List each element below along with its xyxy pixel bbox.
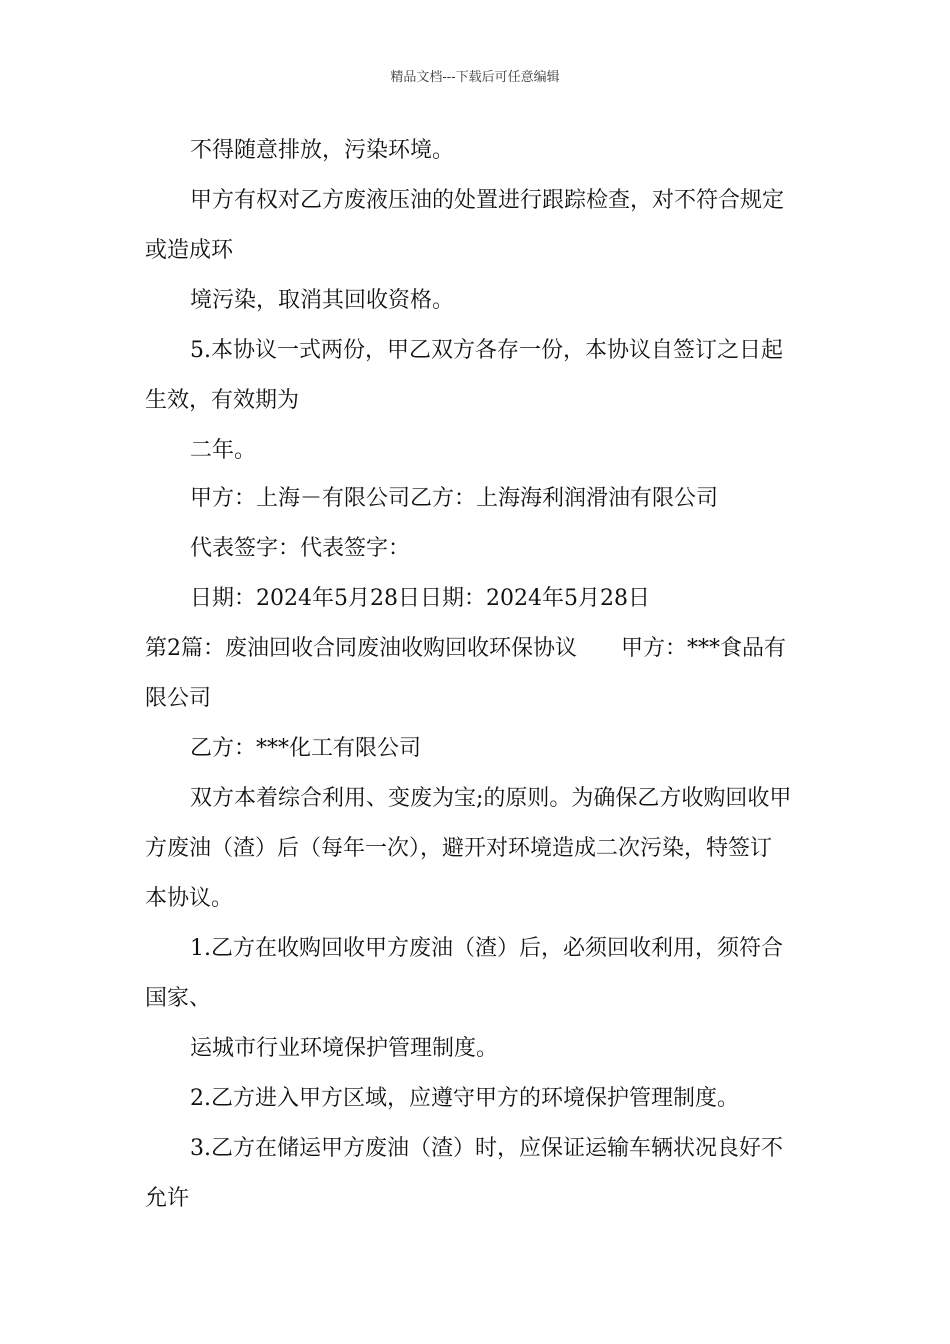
text-line: 3.乙方在储运甲方废油（渣）时，应保证运输车辆状况良好不	[190, 1136, 783, 1161]
text-line: 1.乙方在收购回收甲方废油（渣）后，必须回收利用，须符合	[190, 936, 783, 961]
text-line: 允许	[145, 1186, 190, 1211]
text-line: 乙方：***化工有限公司	[190, 736, 422, 761]
text-line: 二年。	[190, 438, 257, 463]
text-line: 代表签字：代表签字：	[190, 536, 411, 561]
section-heading-line: 第2篇：废油回收合同废油收购回收环保协议 甲方：***食品有	[145, 636, 786, 661]
text-line: 生效，有效期为	[145, 388, 300, 413]
text-line: 5.本协议一式两份，甲乙双方各存一份，本协议自签订之日起	[190, 338, 783, 363]
text-line: 本协议。	[145, 886, 234, 911]
text-line: 不得随意排放，污染环境。	[190, 138, 455, 163]
text-line: 国家、	[145, 986, 212, 1011]
text-line: 甲方：上海－有限公司乙方：上海海利润滑油有限公司	[190, 486, 719, 511]
text-line: 限公司	[145, 686, 212, 711]
text-line: 2.乙方进入甲方区域，应遵守甲方的环境保护管理制度。	[190, 1086, 739, 1111]
text-line: 境污染，取消其回收资格。	[190, 288, 455, 313]
text-line: 双方本着综合利用、变废为宝;的原则。为确保乙方收购回收甲	[190, 786, 792, 811]
text-line: 运城市行业环境保护管理制度。	[190, 1036, 499, 1061]
text-line: 或造成环	[145, 238, 234, 263]
text-line: 方废油（渣）后（每年一次），避开对环境造成二次污染，特签订	[145, 836, 773, 861]
text-line: 甲方有权对乙方废液压油的处置进行跟踪检查，对不符合规定	[190, 188, 785, 213]
text-line: 日期：2024年5月28日日期：2024年5月28日	[190, 586, 650, 611]
page-header: 精品文档---下载后可任意编辑	[390, 70, 560, 85]
